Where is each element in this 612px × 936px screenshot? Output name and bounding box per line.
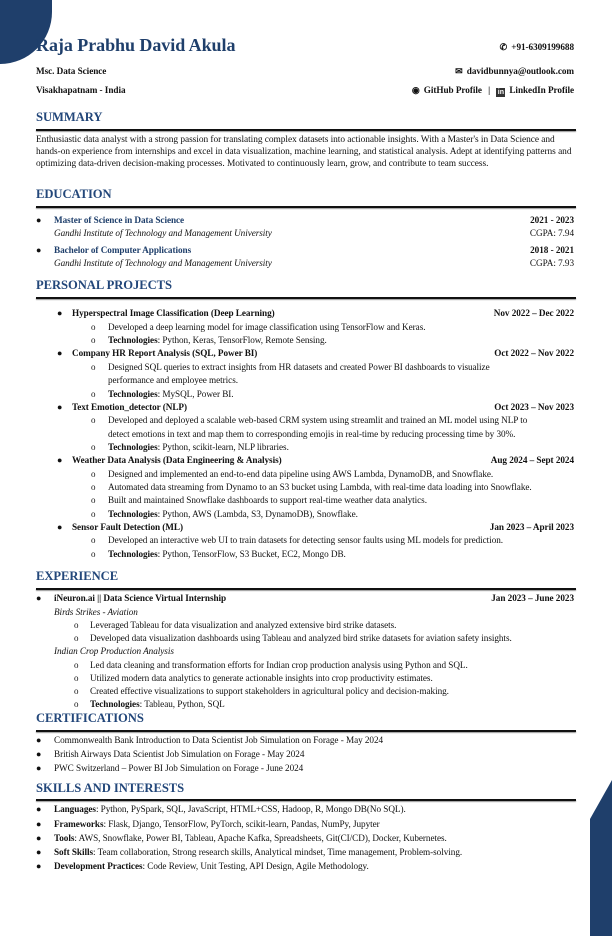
skill-values: : Python, PySpark, SQL, JavaScript, HTML+CSS, Hadoop, R, Mongo DB(No SQL). — [95, 804, 406, 815]
bullet-icon: ● — [36, 861, 42, 872]
education-years: 2018 - 2021 — [526, 244, 574, 257]
phone-contact — [500, 42, 574, 53]
experience-point-text: Utilized modern data analytics to generate actionable insights into crop productivity estimates. — [90, 672, 433, 683]
project-item — [0, 521, 612, 534]
project-technologies — [0, 334, 612, 347]
linkedin-link[interactable]: LinkedIn Profile — [509, 85, 574, 95]
divider — [36, 588, 576, 590]
bullet-icon: ● — [36, 763, 42, 774]
sub-bullet-icon: o — [91, 415, 96, 426]
sub-bullet-icon: o — [91, 321, 96, 332]
project-point — [0, 494, 612, 507]
skill-item — [0, 846, 612, 859]
skill-item — [0, 818, 612, 831]
sub-bullet-icon: o — [74, 619, 79, 630]
project-point-text: detect emotions in text and map them to corresponding emojis in real-time by reducing processing time by 30%. — [108, 428, 516, 439]
project-point-text: Developed and deployed a scalable web-based CRM system using streamlit and trained an ML model using NLP to — [108, 415, 528, 426]
project-point-text: Built and maintained Snowflake dashboards to support real-time weather data analytics. — [108, 495, 427, 506]
github-link[interactable]: GitHub Profile — [423, 85, 482, 95]
skill-values: : Code Review, Unit Testing, API Design, Agile Methodology. — [142, 861, 369, 872]
profile-links — [412, 85, 574, 97]
education-details — [0, 227, 612, 240]
sub-bullet-icon: o — [91, 441, 96, 452]
experience-dates: Jan 2023 – June 2023 — [487, 592, 574, 605]
project-dates: Oct 2022 – Nov 2022 — [490, 347, 574, 360]
skill-entry — [54, 860, 576, 873]
skill-category: Frameworks — [54, 818, 104, 829]
sub-bullet-icon: o — [74, 699, 79, 710]
skill-item — [0, 803, 612, 816]
project-point — [0, 361, 612, 374]
project-item — [0, 307, 612, 320]
link-separator: | — [488, 85, 491, 95]
project-point — [0, 534, 612, 547]
project-point — [0, 321, 612, 334]
project-point — [0, 468, 612, 481]
project-dates: Jan 2023 – April 2023 — [486, 521, 574, 534]
technologies-label: Technologies — [108, 335, 158, 346]
experience-heading: EXPERIENCE — [36, 569, 119, 583]
certifications-heading: CERTIFICATIONS — [36, 711, 144, 725]
skill-category: Soft Skills — [54, 847, 94, 857]
projects-heading: PERSONAL PROJECTS — [36, 278, 172, 292]
experience-point — [0, 632, 612, 645]
project-technologies — [0, 508, 612, 521]
bullet-icon: ● — [57, 348, 63, 359]
bullet-icon: ● — [57, 401, 63, 412]
experience-item — [0, 592, 612, 605]
sub-bullet-icon: o — [91, 468, 96, 479]
github-icon: ◉ — [411, 85, 420, 95]
project-dates: Oct 2023 – Nov 2023 — [490, 401, 574, 414]
project-dates: Nov 2022 – Dec 2022 — [490, 307, 574, 320]
divider — [36, 730, 576, 732]
technologies-label: Technologies — [108, 388, 158, 399]
experience-project — [0, 645, 612, 658]
project-tech — [108, 441, 576, 454]
skill-values: : Flask, Django, TensorFlow, PyTorch, scikit-learn, Pandas, NumPy, Jupyter — [103, 818, 380, 829]
bullet-icon: ● — [57, 308, 63, 319]
divider — [36, 206, 576, 208]
skill-item — [0, 832, 612, 845]
experience-tech — [90, 698, 576, 711]
bullet-icon: ● — [57, 455, 63, 466]
sub-bullet-icon: o — [91, 481, 96, 492]
project-dates: Aug 2024 – Sept 2024 — [487, 454, 574, 467]
skills-heading: SKILLS AND INTERESTS — [36, 781, 185, 795]
experience-point — [0, 619, 612, 632]
education-item — [0, 214, 612, 227]
certification-item — [0, 748, 612, 761]
project-technologies — [0, 388, 612, 401]
bullet-icon: ● — [36, 804, 42, 815]
skill-values: : Team collaboration, Strong research skills, Analytical mindset, Time management, Problem-solving. — [93, 847, 463, 857]
education-school: Gandhi Institute of Technology and Management University — [54, 228, 272, 239]
certification-text: British Airways Data Scientist Job Simulation on Forage - May 2024 — [54, 749, 305, 760]
phone-number[interactable]: +91-6309199688 — [511, 42, 574, 52]
education-heading: EDUCATION — [36, 187, 112, 201]
phone-icon: ✆ — [499, 42, 508, 52]
degree-label: Msc. Data Science — [36, 66, 107, 76]
sub-bullet-icon: o — [74, 659, 79, 670]
email-icon: ✉ — [455, 66, 463, 76]
experience-role: iNeuron.ai || Data Science Virtual Internship — [54, 593, 227, 604]
experience-project-name: Birds Strikes - Aviation — [54, 606, 138, 617]
experience-technologies — [0, 698, 612, 711]
skill-entry — [54, 846, 576, 859]
technologies-label: Technologies — [108, 508, 158, 519]
experience-point — [0, 659, 612, 672]
bullet-icon: ● — [36, 749, 42, 760]
sub-bullet-icon: o — [91, 361, 96, 372]
skill-entry — [54, 803, 576, 816]
certification-text: Commonwealth Bank Introduction to Data Scientist Job Simulation on Forage - May 2024 — [54, 735, 384, 746]
education-grade: CGPA: 7.94 — [526, 227, 574, 240]
project-point-text: Automated data streaming from Dynamo to an S3 bucket using Lambda, with real-time data loading into Snowflake. — [108, 481, 532, 492]
sub-bullet-icon: o — [74, 672, 79, 683]
technologies-list: : MySQL, Power BI. — [157, 388, 234, 399]
project-title: Sensor Fault Detection (ML) — [72, 522, 184, 532]
project-technologies — [0, 548, 612, 561]
project-tech — [108, 508, 576, 521]
skill-category: Tools — [54, 832, 75, 843]
bullet-icon: ● — [36, 818, 42, 829]
education-degree: Bachelor of Computer Applications — [54, 245, 192, 256]
experience-project-name: Indian Crop Production Analysis — [54, 646, 174, 657]
project-point-text: Developed a deep learning model for image classification using TensorFlow and Keras. — [108, 321, 426, 332]
project-point — [0, 481, 612, 494]
education-degree: Master of Science in Data Science — [54, 215, 185, 226]
bullet-icon: ● — [36, 832, 42, 843]
divider — [36, 799, 576, 801]
sub-bullet-icon: o — [91, 388, 96, 399]
divider — [36, 297, 576, 299]
skill-entry — [54, 832, 576, 845]
certification-item — [0, 734, 612, 747]
skill-category: Languages — [54, 804, 96, 815]
experience-project — [0, 606, 612, 619]
email-link[interactable]: davidbunnya@outlook.com — [466, 66, 574, 76]
technologies-list: : Tableau, Python, SQL — [139, 699, 225, 710]
candidate-name: Raja Prabhu David Akula — [36, 35, 236, 55]
email-contact — [455, 66, 574, 77]
project-point — [0, 414, 612, 427]
project-item — [0, 401, 612, 414]
certification-item — [0, 762, 612, 775]
experience-point-text: Created effective visualizations to support stakeholders in agricultural policy and decision-making. — [90, 686, 449, 697]
project-item — [0, 454, 612, 467]
project-title: Hyperspectral Image Classification (Deep Learning) — [72, 308, 275, 319]
sub-bullet-icon: o — [74, 686, 79, 697]
bullet-icon: ● — [36, 593, 42, 604]
project-technologies — [0, 441, 612, 454]
education-school: Gandhi Institute of Technology and Management University — [54, 258, 272, 269]
sub-bullet-icon: o — [91, 335, 96, 346]
project-point — [0, 428, 612, 441]
skill-entry — [54, 818, 576, 831]
technologies-list: : Python, TensorFlow, S3 Bucket, EC2, Mongo DB. — [157, 548, 346, 559]
linkedin-icon: in — [497, 89, 504, 96]
skill-item — [0, 860, 612, 873]
project-title: Text Emotion_detector (NLP) — [72, 401, 188, 412]
project-point-text: performance and employee metrics. — [108, 375, 238, 386]
project-tech — [108, 334, 576, 347]
project-title: Company HR Report Analysis (SQL, Power BI) — [72, 348, 258, 359]
experience-point-text: Led data cleaning and transformation efforts for Indian crop production analysis using Python and SQL. — [90, 659, 468, 670]
project-point — [0, 374, 612, 387]
location-label: Visakhapatnam - India — [36, 85, 126, 95]
summary-text: Enthusiastic data analyst with a strong passion for translating complex datasets into actionable insights. With a Master's in Data Science and hands-on experience from internships and excel in data visualization, machine learning, and statistical analysis. Adept at identifying patterns and optimizing data-driven decision-making processes. Motivated to continuously learn, grow, and contribute to team success. — [36, 135, 572, 169]
sub-bullet-icon: o — [91, 535, 96, 546]
experience-point-text: Developed data visualization dashboards using Tableau and analyzed bird strike datasets for aviation safety insights. — [90, 633, 512, 644]
technologies-list: : Python, scikit-learn, NLP libraries. — [157, 441, 289, 452]
project-title: Weather Data Analysis (Data Engineering & Analysis) — [72, 455, 282, 466]
technologies-list: : Python, Keras, TensorFlow, Remote Sensing. — [157, 335, 327, 346]
technologies-label: Technologies — [108, 548, 158, 559]
project-tech — [108, 388, 576, 401]
skill-values: : AWS, Snowflake, Power BI, Tableau, Apache Kafka, Spreadsheets, Git(CI/CD), Docker, Kubernetes. — [74, 832, 447, 843]
technologies-label: Technologies — [108, 441, 158, 452]
technologies-list: : Python, AWS (Lambda, S3, DynamoDB), Snowflake. — [157, 508, 358, 519]
education-years: 2021 - 2023 — [526, 214, 574, 227]
sub-bullet-icon: o — [91, 495, 96, 506]
divider — [36, 129, 576, 131]
experience-point — [0, 672, 612, 685]
project-item — [0, 347, 612, 360]
bullet-icon: ● — [36, 245, 42, 256]
summary-heading: SUMMARY — [36, 110, 103, 124]
project-point-text: Designed SQL queries to extract insights from HR datasets and created Power BI dashboards to visualize — [108, 361, 490, 372]
experience-point — [0, 685, 612, 698]
technologies-label: Technologies — [90, 699, 140, 710]
bullet-icon: ● — [36, 847, 42, 857]
education-details — [0, 257, 612, 270]
sub-bullet-icon: o — [91, 508, 96, 519]
bullet-icon: ● — [57, 522, 63, 532]
project-point-text: Developed an interactive web UI to train datasets for detecting sensor faults using ML models for prediction. — [108, 535, 504, 546]
education-grade: CGPA: 7.93 — [526, 257, 574, 270]
sub-bullet-icon: o — [91, 548, 96, 559]
experience-point-text: Leveraged Tableau for data visualization and analyzed extensive bird strike datasets. — [90, 619, 397, 630]
skill-category: Development Practices — [54, 861, 143, 872]
project-point-text: Designed and implemented an end-to-end data pipeline using AWS Lambda, DynamoDB, and Snowflake. — [108, 468, 494, 479]
sub-bullet-icon: o — [74, 633, 79, 644]
certification-text: PWC Switzerland – Power BI Job Simulation on Forage - June 2024 — [54, 763, 304, 774]
bullet-icon: ● — [36, 735, 42, 746]
bullet-icon: ● — [36, 215, 42, 226]
project-tech — [108, 548, 576, 561]
education-item — [0, 244, 612, 257]
